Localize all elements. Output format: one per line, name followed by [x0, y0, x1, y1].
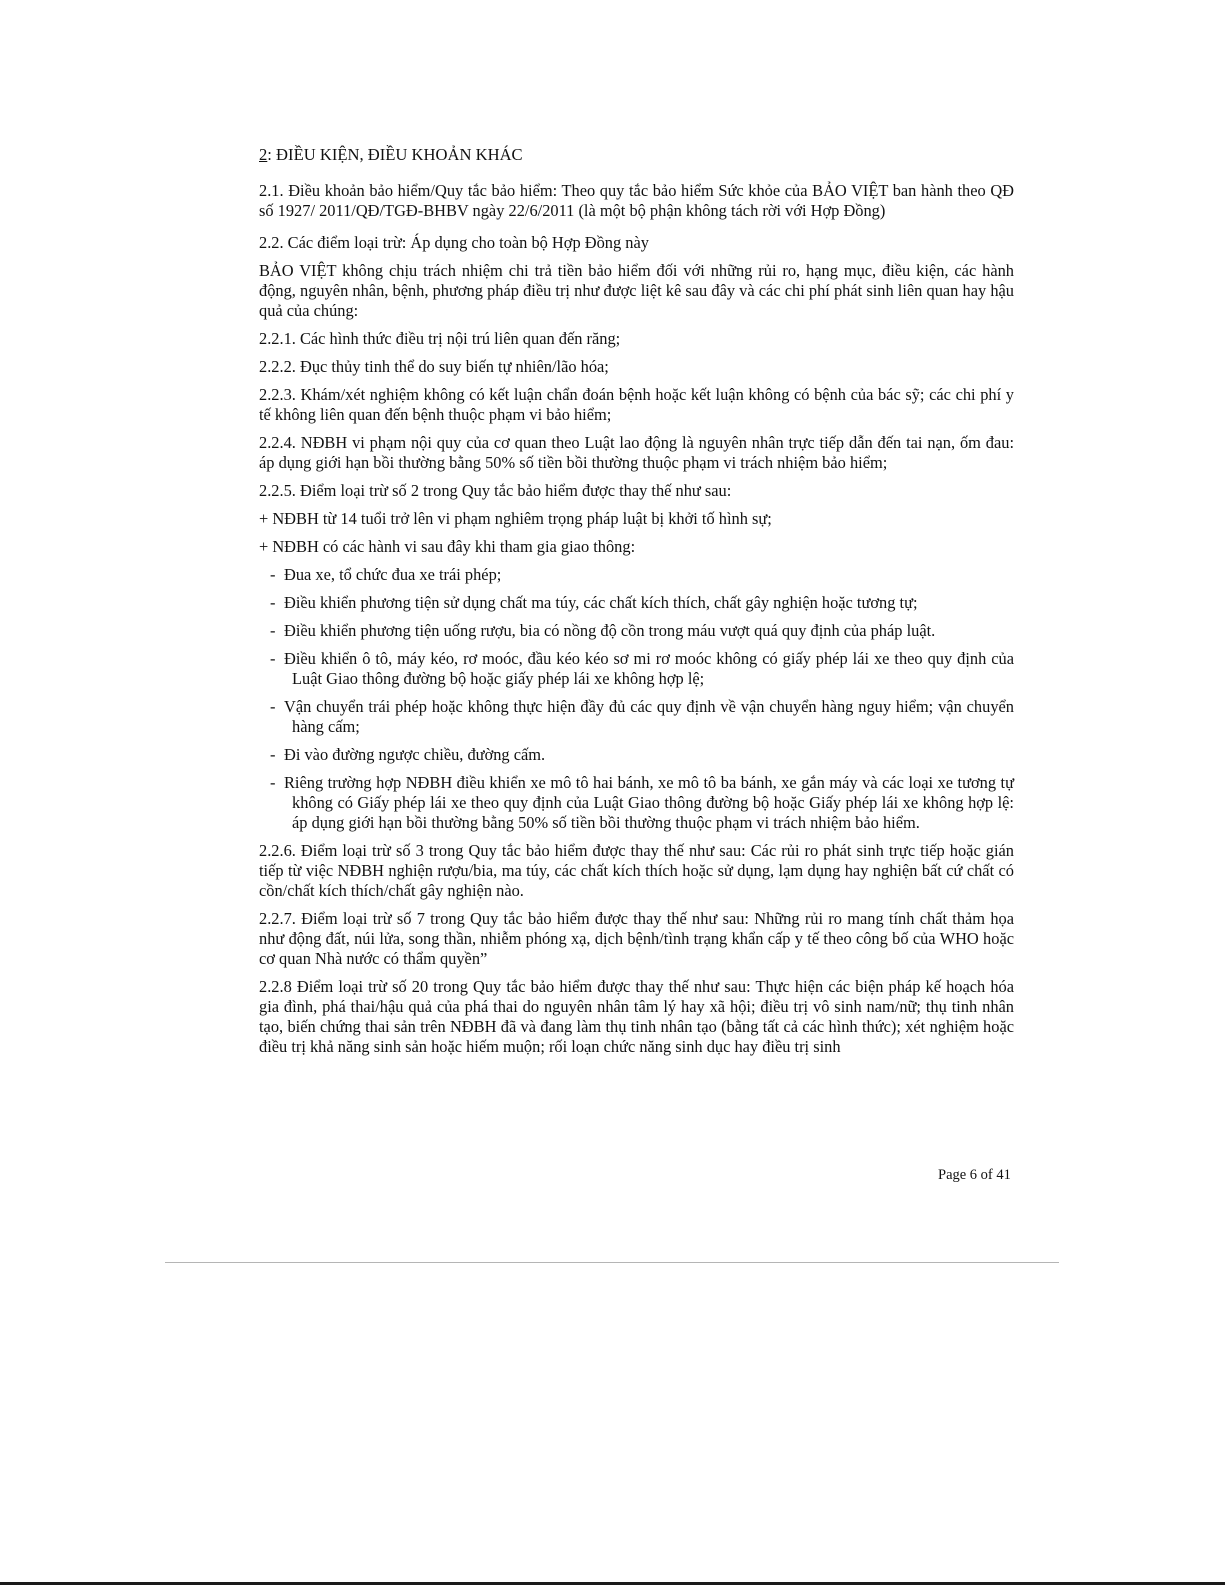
clause-2-2: 2.2. Các điểm loại trừ: Áp dụng cho toàn bộ Hợp Đồng này — [259, 233, 649, 252]
dash-item — [270, 621, 1014, 641]
clause-2-2-7: 2.2.7. Điểm loại trừ số 7 trong Quy tắc bảo hiểm được thay thế như sau: Những rủi ro mang tính chất thảm họa như động đất, núi lửa, song thần, nhiễm phóng xạ, dịch bệnh/tình trạng khẩn cấp y tế theo công bố của WHO hoặc cơ quan Nhà nước có thẩm quyền” — [259, 909, 1014, 968]
dash-item-text: Điều khiển phương tiện sử dụng chất ma túy, các chất kích thích, chất gây nghiện hoặc tương tự; — [284, 593, 918, 612]
dash-item-text: Vận chuyển trái phép hoặc không thực hiện đầy đủ các quy định về vận chuyển hàng nguy hiểm; vận chuyển hàng cấm; — [284, 697, 1014, 736]
document-body — [259, 144, 1014, 1065]
clause-2-2-intro: BẢO VIỆT không chịu trách nhiệm chi trả tiền bảo hiểm đối với những rủi ro, hạng mục, điều kiện, các hành động, nguyên nhân, bệnh, phương pháp điều trị như được liệt kê sau đây và các chi phí phát sinh liên quan hay hậu quả của chúng: — [259, 261, 1014, 320]
clause-2-2-8: 2.2.8 Điểm loại trừ số 20 trong Quy tắc bảo hiểm được thay thế như sau: Thực hiện các biện pháp kế hoạch hóa gia đình, phá thai/hậu quả của phá thai do nguyên nhân tâm lý hay xã hội; điều trị vô sinh nam/nữ; thụ tinh nhân tạo, biến chứng thai sản trên NĐBH đã và đang làm thụ tinh nhân tạo (bằng tất cả các hình thức); xét nghiệm hoặc điều trị khả năng sinh sản hoặc hiếm muộn; rối loạn chức năng sinh dục hay điều trị sinh — [259, 977, 1014, 1056]
dash-marker: - — [270, 621, 276, 640]
dash-item-text: Đua xe, tổ chức đua xe trái phép; — [284, 565, 502, 584]
dash-marker: - — [270, 773, 276, 792]
section-heading — [259, 144, 1014, 166]
clause-2-1: 2.1. Điều khoản bảo hiểm/Quy tắc bảo hiểm: Theo quy tắc bảo hiểm Sức khỏe của BẢO VIỆT ban hành theo QĐ số 1927/ 2011/QĐ/TGĐ-BHBV ngày 22/6/2011 (là một bộ phận không tách rời với Hợp Đồng) — [259, 181, 1014, 220]
dash-item-text: Riêng trường hợp NĐBH điều khiển xe mô tô hai bánh, xe mô tô ba bánh, xe gắn máy và các loại xe tương tự không có Giấy phép lái xe theo quy định của Luật Giao thông đường bộ hoặc Giấy phép lái xe không hợp lệ: áp dụng giới hạn bồi thường bằng 50% số tiền bồi thường thuộc phạm vi trách nhiệm bảo hiểm. — [284, 773, 1014, 832]
page-number: Page 6 of 41 — [938, 1167, 1011, 1183]
section-title: : ĐIỀU KIỆN, ĐIỀU KHOẢN KHÁC — [267, 145, 523, 164]
page-divider — [165, 1262, 1059, 1263]
clause-2-2-2: 2.2.2. Đục thủy tinh thể do suy biến tự nhiên/lão hóa; — [259, 357, 609, 376]
dash-marker: - — [270, 593, 276, 612]
clause-2-2-1: 2.2.1. Các hình thức điều trị nội trú liên quan đến răng; — [259, 329, 621, 348]
dash-item — [270, 565, 1014, 585]
dash-item-text: Điều khiển ô tô, máy kéo, rơ moóc, đầu kéo kéo sơ mi rơ moóc không có giấy phép lái xe theo quy định của Luật Giao thông đường bộ hoặc giấy phép lái xe không hợp lệ; — [284, 649, 1014, 688]
dash-marker: - — [270, 649, 276, 668]
plus-item-criminal: + NĐBH từ 14 tuổi trở lên vi phạm nghiêm trọng pháp luật bị khởi tố hình sự; — [259, 509, 772, 528]
dash-item-text: Đi vào đường ngược chiều, đường cấm. — [284, 745, 546, 764]
dash-item — [270, 697, 1014, 737]
dash-item-text: Điều khiển phương tiện uống rượu, bia có nồng độ cồn trong máu vượt quá quy định của pháp luật. — [284, 621, 936, 640]
plus-item-traffic: + NĐBH có các hành vi sau đây khi tham gia giao thông: — [259, 537, 636, 556]
clause-2-2-5: 2.2.5. Điểm loại trừ số 2 trong Quy tắc bảo hiểm được thay thế như sau: — [259, 481, 732, 500]
dash-item — [270, 773, 1014, 833]
dash-item — [270, 593, 1014, 613]
dash-marker: - — [270, 745, 276, 764]
dash-item — [270, 649, 1014, 689]
clause-2-2-4: 2.2.4. NĐBH vi phạm nội quy của cơ quan theo Luật lao động là nguyên nhân trực tiếp dẫn đến tai nạn, ốm đau: áp dụng giới hạn bồi thường bằng 50% số tiền bồi thường thuộc phạm vi trách nhiệm bảo hiểm; — [259, 433, 1014, 472]
clause-2-2-6: 2.2.6. Điểm loại trừ số 3 trong Quy tắc bảo hiểm được thay thế như sau: Các rủi ro phát sinh trực tiếp hoặc gián tiếp từ việc NĐBH nghiện rượu/bia, ma túy, các chất kích thích hoặc sử dụng, lạm dụng hay nghiện bất cứ chất có cồn/chất kích thích/chất gây nghiện nào. — [259, 841, 1014, 900]
clause-2-2-3: 2.2.3. Khám/xét nghiệm không có kết luận chẩn đoán bệnh hoặc kết luận không có bệnh của bác sỹ; các chi phí y tế không liên quan đến bệnh thuộc phạm vi bảo hiểm; — [259, 385, 1014, 424]
section-number: 2 — [259, 145, 268, 164]
dash-item — [270, 745, 1014, 765]
dash-marker: - — [270, 697, 276, 716]
dash-marker: - — [270, 565, 276, 584]
